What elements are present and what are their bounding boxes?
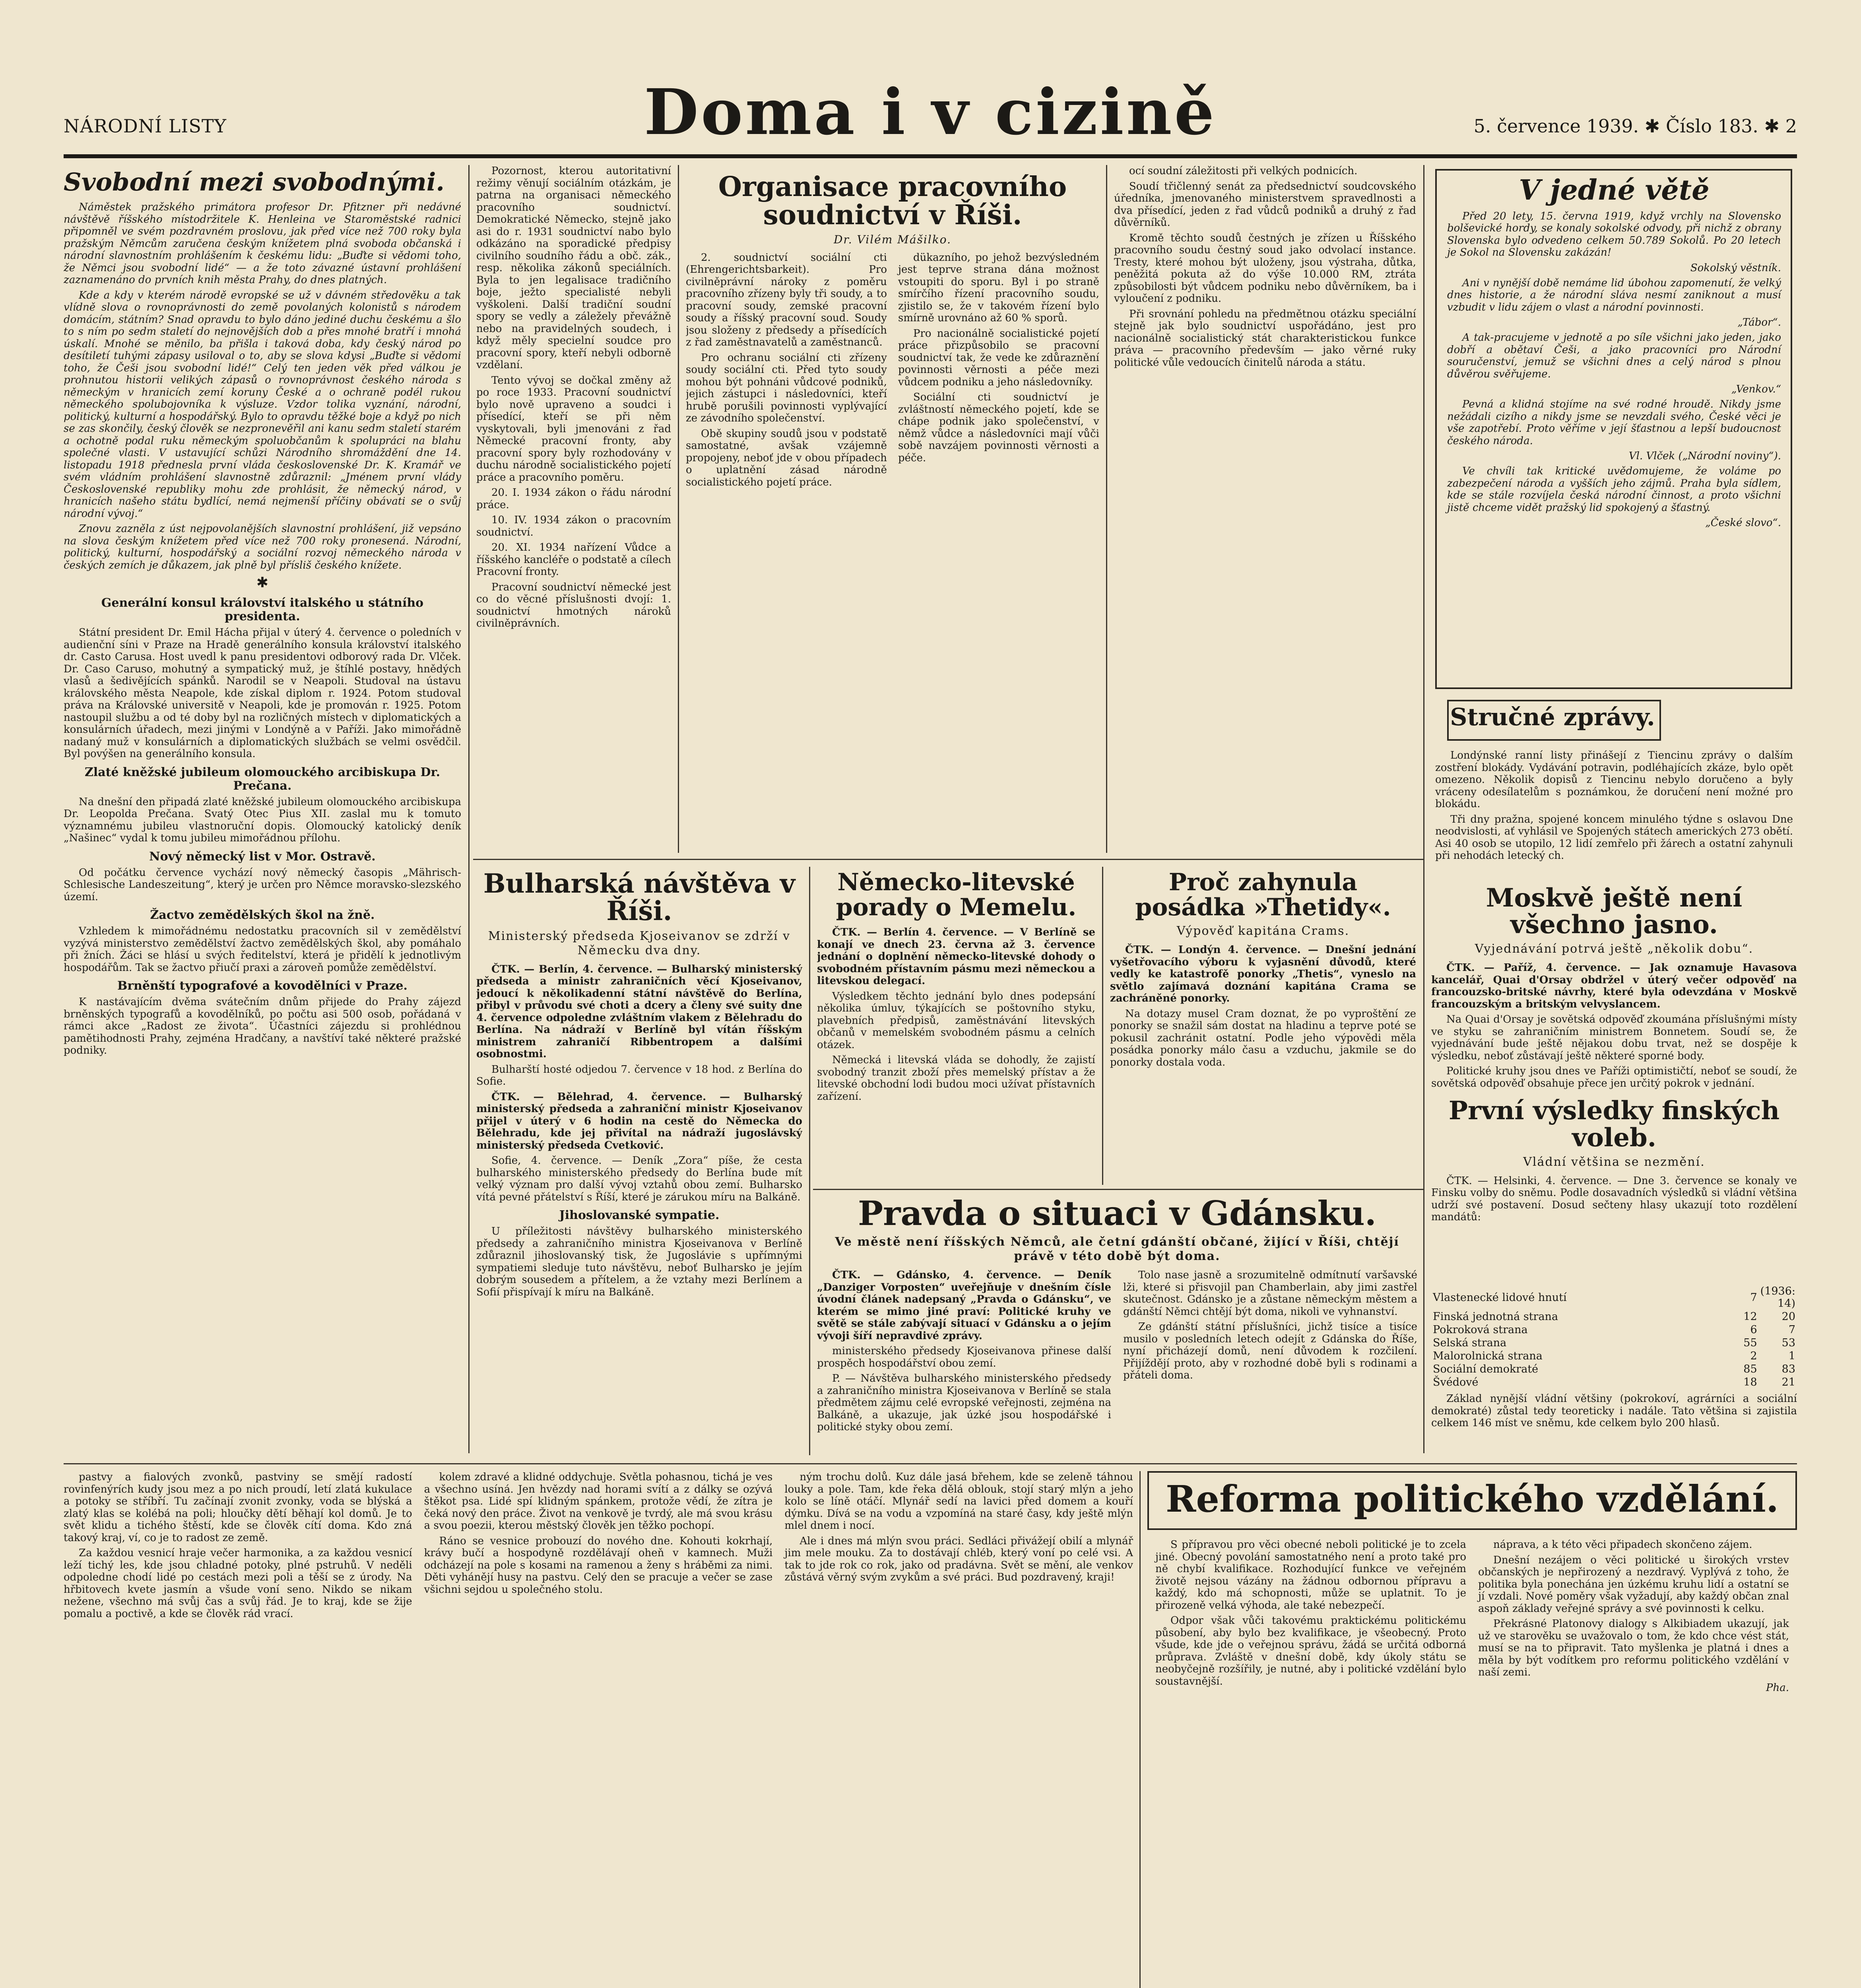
article-body: 10. IV. 1934 zákon o pracovním soudnictví. <box>476 514 671 538</box>
quote-source: Vl. Vlček („Národní noviny“). <box>1628 450 1781 462</box>
results-cell-party: Švédové <box>1433 1376 1479 1388</box>
results-row <box>1431 1363 1797 1376</box>
article-body: ným trochu dolů. Kuz dále jasá břehem, kde se zeleně táhnou louky a pole. Tam, kde řeka dělá oblouk, stojí starý mlýn a jeho kolo se líně otáčí. Mlynář sedí na lavici před domem a kouří dýmku. Dívá se na vodu a vzpomíná na staré časy, kdy ještě mlýn mlel dnem i nocí. <box>784 1471 1133 1532</box>
column-1 <box>64 165 461 1453</box>
article-body: Za každou vesnicí hraje večer harmonika, a za každou vesnicí leží tichý les, kde jsou chladné potoky, plné pstruhů. V neděli odpoledne chodí lidé po cestách mezi poli a těší se z úrody. Na hřbitovech kvete jasmín a všude voní seno. Nikdo se nikam nežene, všechno má svůj čas a svůj řád. Je to kraj, kde se žije pomalu a poctivě, a kde se člověk rád vrací. <box>64 1547 412 1620</box>
short-news-content <box>1435 749 1793 865</box>
results-body <box>1431 1285 1797 1389</box>
column-3 <box>686 165 1099 853</box>
article-body: ČTK. — Londýn 4. července. — Dnešní jednání vyšetřovacího výboru k vyjasnění důvodů, které vedly ke katastrofě ponorky „Thetis“, vyneslo na světlo zajímavá doznání kapitána Crama se zachráněné ponorky. <box>1110 944 1416 1004</box>
article-title: Svobodní mezi svobodnými. <box>64 167 445 196</box>
results-cell-prev: 1 <box>1788 1350 1795 1362</box>
article-body: Základ nynější vládní většiny (pokrokoví, agrárníci a sociální demokraté) zůstal tedy teoreticky i nadále. Tato většina si zajistila celkem 146 míst ve sněmu, kde celkem bylo 200 hlasů. <box>1431 1393 1797 1429</box>
article-title: Stručné zprávy. <box>1450 703 1655 731</box>
article-columns <box>686 252 1099 492</box>
article-title: Německo-litevské porady o Memelu. <box>836 868 1077 921</box>
feuilleton-column <box>64 1471 412 1623</box>
feuilleton-columns <box>64 1471 1133 1623</box>
article-body: K nastávajícím dvěma svátečním dnům přijede do Prahy zájezd brněnských typografů a kovodělníků, po počtu asi 500 osob, pořádaná v rámci akce „Radost ze života“. Účastníci zájezdu si prohlédnou pamětihodnosti Prahy, zejména Hradčany, a navštíví také některé pražské podniky. <box>64 996 461 1057</box>
article-kicker: Vyjednávání potrvá ještě „několik dobu“. <box>1475 942 1754 956</box>
article-body: Německá i litevská vláda se dohodly, že zajistí svobodný tranzit zboží přes memelský přístav a že litevské obchodní lodi budou moci užívat přístavních zařízení. <box>817 1054 1095 1103</box>
section-rule <box>813 1189 1423 1190</box>
article-column <box>1478 1539 1789 1697</box>
article-thetis <box>1110 867 1416 1185</box>
article-body: Dnešní nezájem o věci politické u širokých vrstev občanských je nepřirozený a nezdravý. Vyplývá z toho, že politika byla ponechána jen úzkému kruhu lidí a ostatní se jí vzdali. Nové poměry však vyžadují, aby každý občan znal aspoň základy veřejné správy a své povinnosti k celku. <box>1478 1554 1789 1615</box>
section-rule <box>473 859 1423 860</box>
article-kicker: Vládní většina se nezmění. <box>1523 1155 1705 1169</box>
masthead <box>64 76 1797 151</box>
results-cell-seats: 18 <box>1743 1376 1757 1388</box>
article-body: ministerského předsedy Kjoseivanova přinese další prospěch hospodářství obou zemí. <box>817 1345 1111 1369</box>
results-cell-prev: (1936: 14) <box>1760 1285 1795 1310</box>
results-cell-party: Sociální demokraté <box>1433 1363 1539 1375</box>
article-body: Ale i dnes má mlýn svou práci. Sedláci přivážejí obilí a mlynář jim mele mouku. Za to dostávají chléb, který voní po celé vsi. A tak to jde rok co rok, jako od pradávna. Svět se mění, ale venkov zůstává věrný svým zvykům a své práci. Bud pozdravený, kraji! <box>784 1535 1133 1583</box>
article-lead: Náměstek pražského primátora profesor Dr. Pfitzner při nedávné návštěvě říšského místodržitele K. Henleina ve Staroměstské radnici připomněl ve svém pozdravném proslovu, jak před více než 700 roky byla pražským Němcům zaručena českým knížetem plná svoboda občanská i národní slavnostním prohlášením k českému lidu: „Buďte si vědomi toho, že Němci jsou svobodní lidé“ — a že toto závazné ústavní prohlášení zaznamenáno do prvních knih města Prahy, do dnes platných. <box>64 201 461 286</box>
article-title: Moskvě ještě není všechno jasno. <box>1486 885 1743 940</box>
article-body: Politické kruhy jsou dnes ve Paříži optimističtí, neboť se soudí, že sovětská odpověď obsahuje přece jen určitý pokrok v jednání. <box>1431 1065 1797 1089</box>
results-row <box>1431 1336 1797 1349</box>
article-body: Soudí třičlenný senát za předsednictví soudcovského úředníka, jmenovaného ministerstvem spravedlnosti a dva přísedící, jeden z řad vůdců podniků a druhý z řad důvěrníků. <box>1114 180 1416 229</box>
article-body: 20. I. 1934 zákon o řádu národní práce. <box>476 487 671 511</box>
feuilleton <box>64 1471 1133 1988</box>
article-columns <box>1155 1539 1789 1697</box>
issue-info: 5. července 1939. ✱ Číslo 183. ✱ 2 <box>1473 115 1797 137</box>
article-body: Na dotazy musel Cram doznat, že po vyproštění ze ponorky se snažil sám dostat na hladinu a teprve poté se pokusil zachránit ostatní. Podle jeho výpovědi měla posádka ponorky málo času a vzduchu, jakmile se do ponorky dostala voda. <box>1110 1008 1416 1068</box>
article-body: Vzhledem k mimořádnému nedostatku pracovních sil v zemědělství vyzývá ministerstvo zemědělství žactvo zemědělských škol, aby pomáhalo při žních. Žáci se hlásí u svých ředitelství, která je přidělí k jednotlivým hospodářům. Tak se žactvo přiučí praxi a zároveň pomůže zemědělství. <box>64 925 461 974</box>
article-kicker: Ministerský předseda Kjoseivanov se zdrží v Německu dva dny. <box>488 929 791 957</box>
article-signature: Pha. <box>1766 1681 1789 1694</box>
results-cell-party: Malorolnická strana <box>1433 1350 1543 1362</box>
quote-source: „České slovo“. <box>1705 517 1781 529</box>
article-gdansk <box>817 1193 1417 1455</box>
results-cell-seats: 6 <box>1750 1324 1757 1336</box>
results-cell-seats: 12 <box>1743 1310 1757 1323</box>
results-row <box>1431 1349 1797 1363</box>
article-body: Státní president Dr. Emil Hácha přijal v úterý 4. července o poledních v audienční síni v Praze na Hradě generálního konsula království italského dr. Casto Carusa. Host uvedl k panu presidentovi odborový rada Dr. Vlček. Dr. Caso Caruso, mohutný a sympatický muž, je štíhlé postavy, hnědých vlasů a šedivějících spánků. Narodil se v Neapoli. Studoval na ústavu královského města Neapole, kde získal diplom r. 1924. Potom studoval práva na Královské universitě v Neapoli, kde je promován r. 1925. Potom nastoupil službu a od té doby byl na rozličných místech v diplomatických a konsulárních úřadech, mezi jinými v Londýně a v Paříži. Jako mimořádně nadaný muž v konsulárních a diplomatických službách se velmi osvědčil. Byl povýšen na generálního konsula. <box>64 627 461 760</box>
results-cell-party: Pokroková strana <box>1433 1324 1528 1336</box>
article-column <box>686 252 887 492</box>
article-body: Tolo nase jasně a srozumitelně odmítnutí varšavské lži, které si přisvojil pan Chamberlain, aby jimi zastřel skutečnost. Gdánsko je a zůstane německým městem a gdánští Němci chtějí být doma, nikoli ve vyhnanství. <box>1123 1269 1417 1318</box>
article-body: Sociální cti soudnictví je zvláštností německého pojetí, kde se chápe podnik jako společenství, v němž vůdce a následovníci mají vůči sobě navzájem povinnosti věrnosti a péče. <box>898 391 1099 464</box>
section-rule <box>64 1463 1797 1464</box>
article-body: Výsledkem těchto jednání bylo dnes podepsání několika úmluv, týkajících se poštovního styku, plavebních předpisů, zaměstnávání litevských občanů v memelském svobodném pásmu a celních otázek. <box>817 990 1095 1051</box>
article-body: Od počátku července vychází nový německý časopis „Mährisch-Schlesische Landeszeitung“, který je určen pro Němce moravsko-slezského území. <box>64 866 461 903</box>
article-column <box>1123 1269 1417 1437</box>
column-5 <box>1431 165 1797 877</box>
separator-star: ✱ <box>256 575 269 591</box>
article-body: pastvy a fialových zvonků, pastviny se smějí radostí rovinfenýrích kudy jsou mez a po nich proudí, letí zlatá kukulace a potoky se stříbří. Tu začínají zvonit zvonky, voda se blýská a zlatý klas se kolébá na poli; hloučky dětí běhají kol domů. Je to svět klidu a tichého štěstí, kde se člověk cítí doma. Kdo zná takový kraj, ví, co je to radost ze země. <box>64 1471 412 1544</box>
article-body: U příležitosti návštěvy bulharského ministerského předsedy a zahraničního ministra Kjoseivanova v Berlíně zdůraznil jihoslovanský tisk, že Jugoslávie s upřímnými sympatiemi sleduje tuto návštěvu, neboť Bulharsko je jejím dobrým sousedem a přítelem, a že vztahy mezi Berlínem a Sofií přispívají k míru na Balkáně. <box>476 1225 802 1298</box>
quote: Ve chvíli tak kritické uvědomujeme, že voláme po zabezpečení národa a vyšších jeho zájmů. Praha byla sídlem, kde se stále rozvíjela česká národní činnost, a proto všichni jistě chceme vidět pražský lid spokojený a šťastný. <box>1447 465 1781 514</box>
article-bulgarian-visit <box>476 867 802 1455</box>
quote: Ani v nynější době nemáme lid úbohou zapomenutí, že velký dnes historie, a že národní sláva nesmí zaniknout a musí vzbudit v lidu zájem o vlast a národní povinnosti. <box>1447 277 1781 313</box>
article-body: Pro ochranu sociální cti zřízeny soudy sociální cti. Před tyto soudy mohou být pohnáni vůdcové podniků, jejich zástupci i následovníci, kteří hrubě porušili povinnosti vyplývající ze závodního společenství. <box>686 351 887 425</box>
article-body: ČTK. — Bělehrad, 4. července. — Bulharský ministerský předseda a zahraniční ministr Kjoseivanov přijel v úterý v 6 hodin na cestě do Německa do Bělehradu, kde jej přivítal na nádraží jugoslávský ministerský předseda Cvetković. <box>476 1091 802 1151</box>
article-body: Odpor však vůči takovému praktickému politickému působení, aby bylo bez kvalifikace, je všeobecný. Proto všude, kde jde o veřejnou správu, žádá se určitá odborná průprava. Zvláště v dnešní době, kdy úkoly státu se neobyčejně rozšířily, je nutné, aby i politické vzdělání bylo soustavnější. <box>1155 1615 1466 1687</box>
article-body: Kromě těchto soudů čestných je zřízen u Říšského pracovního soudu čestný soud jako odvolací instance. Tresty, které mohou být uloženy, jsou výstraha, důtka, peněžitá pokuta až do výše 10.000 RM, ztráta způsobilosti být vůdcem podniku nebo důvěrníkem, ba i vyloučení z podniku. <box>1114 232 1416 305</box>
article-title: Pravda o situaci v Gdánsku. <box>858 1194 1376 1233</box>
quote-source: Sokolský věstník. <box>1690 262 1781 274</box>
results-row <box>1431 1376 1797 1389</box>
section-title: Doma i v cizině <box>644 76 1217 149</box>
article-body: Kde a kdy v kterém národě evropské se už v dávném středověku a tak vlídně slova o rovnoprávnosti do země povolaných kolonistů s národem domácím, státním? Snad opravdu to bylo dáno jediné duchu českému a šlo to s ním po sedm staletí do nejnovějších dob a přes mnohé bratří i mnohá úskalí. Mnohé se měnilo, ba přišla i taková doba, kdy český národ po desítiletí tuhými zápasy usiloval o to, aby se slova kdysi „Buďte si vědomi toho, že Češi jsou svobodní lidé!“ Celý ten jeden věk před válkou je prohnutou historii velikých zápasů o rovnoprávnost českého národa s německým v hranicích zemí koruny České a o ochraně podél rukou německého spolubojovníka k výsluze. Vzdor tolika vyznání, národní, politický, kulturní a hospodářský. Bylo to opravdu těžké boje a když po nich se zas skončily, český člověk se nezpronevěřil ani kanu sedm staletí starém a ochotně podal ruku německým spoluobčanům k spolupráci na blahu společné vlasti. V ustavující schůzi Národního shromáždění dne 14. listopadu 1918 přednesla první vláda československé Dr. K. Kramář ve svém vládním prohlášení slavnostně zdůraznil: „Jménem první vlády Československé republiky mohu zde prohlásit, že německý národ, v hranicích našeho státu bydlící, nemá nejmenší příčiny obávati se o svůj národní vývoj.“ <box>64 289 461 520</box>
results-row <box>1431 1323 1797 1336</box>
article-body: Na Quai d'Orsay je sovětská odpověď zkoumána příslušnými místy ve styku se zahraničním ministrem Bonnetem. Soudí se, že vyjednávání bude ještě nějakou dobu trvat, než se dospěje k výsledku, neboť zůstávají ještě některé sporné body. <box>1431 1013 1797 1062</box>
article-body: ČTK. — Berlín 4. července. — V Berlíně se konají ve dnech 23. června až 3. července jednání o doplnění německo-litevské dohody o svobodném přístavním pásmu mezi německou a litevskou delegací. <box>817 926 1095 987</box>
article-body: Londýnské ranní listy přinášejí z Tiencinu zprávy o dalším zostření blokády. Vydávání potravin, podléhajících zkáze, bylo opět omezeno. Několik dopisů z Tiencinu nebylo doručeno a byly vráceny odesílatelům s poznámkou, že doručení není možné pro blokádu. <box>1435 749 1793 810</box>
article-body: ČTK. — Berlín, 4. července. — Bulharský ministerský předseda a ministr zahraničních věcí Kjoseivanov, jedoucí k několikadenní státní návštěvě do Berlína, přibyl v průvodu své choti a dcery a členy své suity dne 4. července odpoledne zvláštním vlakem z Bělehradu do Berlína. Na nádraží v Berlíně byl vítán říšským ministrem zahraničí Ribbentropem a dalšími osobnostmi. <box>476 963 802 1060</box>
article-byline: Dr. Vilém Mášilko. <box>833 233 952 246</box>
article-political-education <box>1147 1471 1797 1988</box>
article-body: 20. XI. 1934 nařízení Vůdce a říšského kancléře o podstatě a cílech Pracovní fronty. <box>476 542 671 578</box>
results-cell-prev: 7 <box>1788 1324 1795 1336</box>
quote: Pevná a klidná stojíme na své rodné hroudě. Nikdy jsme nežádali cizího a nikdy jsme se nevzdali svého, České věci je vše zapotřebí. Proto věříme v její šťastnou a lepší budoucnost českého národa. <box>1447 398 1781 447</box>
article-body: Pozornost, kterou autoritativní režimy věnují sociálním otázkám, je patrna na organisaci německého pracovního soudnictví. Demokratické Německo, stejně jako asi do r. 1931 soudnictví nabo bylo odkázáno na sporadické předpisy civilního soudního řádu a obč. zák., resp. několika zákonů speciálních. Byla to jen legalisace tradičního boje, ježto specialisté nebyli vyškoleni. Další tradiční soudní spory se vedly a záležely převážně nebo na pravidelných soudech, i když měly specielní soudce pro pracovní spory, kteří nebyli odborně vzdělaní. <box>476 165 671 371</box>
article-title: V jedné větě <box>1519 173 1710 206</box>
results-cell-party: Vlastenecké lidové hnutí <box>1433 1291 1567 1304</box>
results-row <box>1431 1285 1797 1310</box>
article-kicker: Výpověď kapitána Crams. <box>1176 924 1350 938</box>
results-cell-seats: 55 <box>1743 1337 1757 1349</box>
article-body: kolem zdravé a klidné oddychuje. Světla pohasnou, tichá je ves a všechno usíná. Jen hvězdy nad horami svítí a z dálky se ozývá štěkot psa. Lidé spí klidným spánkem, protože vědí, že zítra je čeká nový den práce. Život na venkově je tvrdý, ale má svou krásu a svou poezii, kterou městský člověk jen těžko pochopí. <box>424 1471 773 1532</box>
article-body: Bulharští hosté odjedou 7. července v 18 hod. z Berlína do Sofie. <box>476 1063 802 1088</box>
article-body: P. — Návštěva bulharského ministerského předsedy a zahraničního ministra Kjoseivanova v Berlíně se stala předmětem zájmu celé evropské veřejnosti, zejména na Balkáně, a ukazuje, jak úzké jsou hospodářské i politické styky obou zemí. <box>817 1373 1111 1433</box>
column-rule <box>809 867 810 1455</box>
election-results <box>1431 1282 1797 1461</box>
column-5-lower <box>1431 885 1797 1282</box>
article-body: dükazního, po jehož bezvýsledném jest teprve strana dána možnost vstoupiti do sporu. Byl i po straně smírčího řízení pracovního soudu, zjistilo se, že v takovém řízení bylo smírně urovnáno až 60 % sporů. <box>898 251 1099 324</box>
article-body: Obě skupiny soudů jsou v podstatě samostatné, avšak vzájemně propojeny, neboť jde v obou případech o uplatnění zásad národně socialistického pojetí práce. <box>686 427 887 488</box>
results-cell-prev: 53 <box>1781 1337 1795 1349</box>
results-cell-party: Selská strana <box>1433 1337 1507 1349</box>
column-rule <box>1106 165 1107 853</box>
article-body: Překrásné Platonovy dialogy s Alkibiadem ukazují, jak už ve starověku se uvažovalo o tom, že kdo chce vést stát, musí se na to připravit. Tato myšlenka je platná i dnes a měla by být vodítkem pro reformu politického vzdělání v naší zemi. <box>1478 1618 1789 1678</box>
quote: A tak-pracujeme v jednotě a po síle všichni jako jeden, jako dobří a obětaví Češi, a jako pracovníci pro Národní souručenství, jemuž se všichni dnes a celý národ s plnou důvěrou svěřujeme. <box>1447 332 1781 380</box>
paper-name: NÁRODNÍ LISTY <box>64 115 227 137</box>
article-kicker: Ve městě není říšských Němců, ale četní gdánští občané, žijící v Říši, chtějí právě v této době být doma. <box>835 1235 1399 1264</box>
article-body: Pro nacionálně socialistické pojetí práce přizpůsobilo se pracovní soudnictví tak, že vede ke zdůraznění povinnosti věrnosti a péče mezi vůdcem podniku a jeho následovníky. <box>898 327 1099 388</box>
column-rule <box>1139 1471 1141 1988</box>
masthead-rule <box>64 154 1797 158</box>
article-title: Bulharská návštěva v Říši. <box>483 868 796 927</box>
quote-source: „Venkov.“ <box>1731 383 1781 395</box>
article-heading: Zlaté kněžské jubileum olomouckého arcibiskupa Dr. Prečana. <box>84 765 441 793</box>
results-cell-seats: 2 <box>1750 1350 1757 1362</box>
article-memel <box>817 867 1095 1185</box>
article-column <box>1155 1539 1466 1697</box>
article-body: ČTK. — Paříž, 4. července. — Jak oznamuje Havasova kancelář, Quai d'Orsay obdržel v úterý večer odpověď na francouzsko-britské návrhy, které byla odevzdána v Moskvě francouzským a britským velvyslancem. <box>1431 962 1797 1010</box>
article-body: Na dnešní den připadá zlaté kněžské jubileum olomouckého arcibiskupa Dr. Leopolda Prečana. Svatý Otec Pius XII. zaslal mu k tomuto významnému jubileu vlastnoruční dopis. Olomoucký katolický deník „Našinec“ vydal k tomu jubileu mimořádnou přílohu. <box>64 796 461 845</box>
column-2 <box>476 165 671 853</box>
article-heading: Jihoslovanské sympatie. <box>559 1208 720 1223</box>
article-column <box>817 1269 1111 1437</box>
article-title: Reforma politického vzdělání. <box>1166 1477 1779 1520</box>
article-body: náprava, a k této věci připadech skončeno zájem. <box>1493 1539 1752 1551</box>
article-body: Tři dny pražna, spojené koncem minulého týdne s oslavou Dne neodvislosti, ať vyhlásil ve Spojených státech amerických 273 obětí. Asi 40 osob se utopilo, 12 lidí zemřelo při žárech a ostatní zahynuli při nehodách letecký ch. <box>1435 813 1793 862</box>
results-cell-prev: 20 <box>1781 1310 1795 1323</box>
column-rule <box>678 165 679 853</box>
results-cell-prev: 83 <box>1781 1363 1795 1375</box>
quote: Před 20 lety, 15. června 1919, když vrchly na Slovensko bolševické hordy, se konaly sokolské odvody, při nichž z obrany Slovenska bylo odvedeno celkem 50.789 Sokolů. Po 20 letech je Sokol na Slovensku zakázán! <box>1447 210 1781 258</box>
article-title: Organisace pracovního soudnictví v Říši. <box>718 171 1067 231</box>
article-heading: Žactvo zemědělských škol na žně. <box>150 908 375 922</box>
article-body: Ráno se vesnice probouzí do nového dne. Kohouti kokrhají, krávy bučí a hospodyně rozdělávají oheň v kamnech. Muži odcházejí na pole s kosami na ramenou a ženy s hráběmi za nimi. Děti vyhánějí husy na pastvu. Celý den se pracuje a večer se zase všichni sejdou u společného stolu. <box>424 1535 773 1596</box>
article-columns <box>817 1269 1417 1437</box>
article-body: S přípravou pro věci obecné neboli politické je to zcela jiné. Obecný povolání samostatného není a proto také pro ně chybí kvalifikace. Rozhodující funkce ve veřejném životě nejsou vázány na žádnou odbornou přípravu a každý, kdo má schopnosti, může se uplatnit. To je přirozeně velká výhoda, ale také nebezpečí. <box>1155 1539 1466 1611</box>
article-body: Tento vývoj se dočkal změny až po roce 1933. Pracovní soudnictví bylo nově upraveno a soudci i přísedící, kteří se při něm vyskytovali, byli jmenováni z řad Německé pracovní fronty, aby pracovní spory byly rozhodovány v duchu národně socialistického pojetí práce a pracovního poměru. <box>476 374 671 483</box>
article-title: Proč zahynula posádka »Thetidy«. <box>1135 868 1391 921</box>
article-title: První výsledky finských voleb. <box>1448 1096 1780 1153</box>
election-results-table <box>1431 1285 1797 1389</box>
in-one-sentence-content <box>1447 173 1781 532</box>
results-row <box>1431 1310 1797 1323</box>
article-heading: Nový německý list v Mor. Ostravě. <box>149 849 376 864</box>
results-cell-party: Finská jednotná strana <box>1433 1310 1558 1323</box>
article-body: ocí soudní záležitosti při velkých podnicích. <box>1129 165 1358 177</box>
column-rule <box>1102 867 1103 1185</box>
article-body: Pracovní soudnictví německé jest co do věcné příslušnosti dvojí: 1. soudnictví hmotných nároků civilněprávních. <box>476 581 671 629</box>
results-cell-seats: 7 <box>1750 1291 1757 1304</box>
article-heading: Brněnští typografové a kovodělníci v Praze. <box>117 979 408 993</box>
results-cell-seats: 85 <box>1743 1363 1757 1375</box>
column-rule <box>1423 165 1424 1453</box>
article-body: Znovu zazněla z úst nejpovolanějších slavnostní prohlášení, již vepsáno na slova českým knížetem před více než 700 roky pronesená. Národní, politický, kulturní, hospodářský a sociální rozvoj německého národa v českých zemích je důkazem, jak plně byl přísliš českého knížete. <box>64 523 461 571</box>
article-heading: Generální konsul království italského u státního presidenta. <box>101 596 424 624</box>
article-body: 2. soudnictví sociální cti (Ehrengerichtsbarkeit). Pro civilněprávní nároky z poměru pracovního zřízeny byly tři soudy, a to pracovní soudy, zemské pracovní soudy a říšský pracovní soud. Soudy jsou složeny z předsedy a přísedících z řad zaměstnavatelů a zaměstnanců. <box>686 251 887 349</box>
results-cell-prev: 21 <box>1781 1376 1795 1388</box>
feuilleton-column <box>784 1471 1133 1623</box>
column-4 <box>1114 165 1416 853</box>
article-body: Ze gdánští státní příslušníci, jichž tisíce a tisíce musilo v posledních letech odejít z Gdánska do Říše, nyní přicházejí domů, není důvodem k rozčilení. Přijíždějí proto, aby v rozhodné době byli s rodinami a přáteli doma. <box>1123 1321 1417 1382</box>
article-body: Při srovnání pohledu na předmětnou otázku speciální stejně jak bylo soudnictví uspořádáno, jest pro nacionálně socialistický stát charakteristickou funkce práva — pracovního především — jako věrné ruky politické vůle vedoucích činitelů národa a státu. <box>1114 308 1416 369</box>
article-body: ČTK. — Gdánsko, 4. července. — Deník „Danziger Vorposten“ uveřejňuje v dnešním čísle úvodní článek nadepsaný „Pravda o Gdánsku“, ve kterém se mimo jiné praví: Politické kruhy ve světě se stále zabývají situací v Gdánsku a o jejím vývoji šíří nepravdivé zprávy. <box>817 1269 1111 1342</box>
column-rule <box>468 165 470 1453</box>
article-body: ČTK. — Helsinki, 4. července. — Dne 3. července se konaly ve Finsku volby do sněmu. Podle dosavadních výsledků si vládní většina udrží své postavení. Dosud sečteny hlasy ukazují toto rozdělení mandátů: <box>1431 1175 1797 1223</box>
quote-source: „Tábor“. <box>1737 316 1781 328</box>
article-body: Sofie, 4. července. — Deník „Zora“ píše, že cesta bulharského ministerského předsedy do Berlína bude mít velký význam pro další vývoj vztahů obou zemí. Bulharsko vítá pevné přátelství s Říší, které je zárukou míru na Balkáně. <box>476 1155 802 1203</box>
feuilleton-column <box>424 1471 773 1623</box>
article-column <box>898 252 1099 492</box>
